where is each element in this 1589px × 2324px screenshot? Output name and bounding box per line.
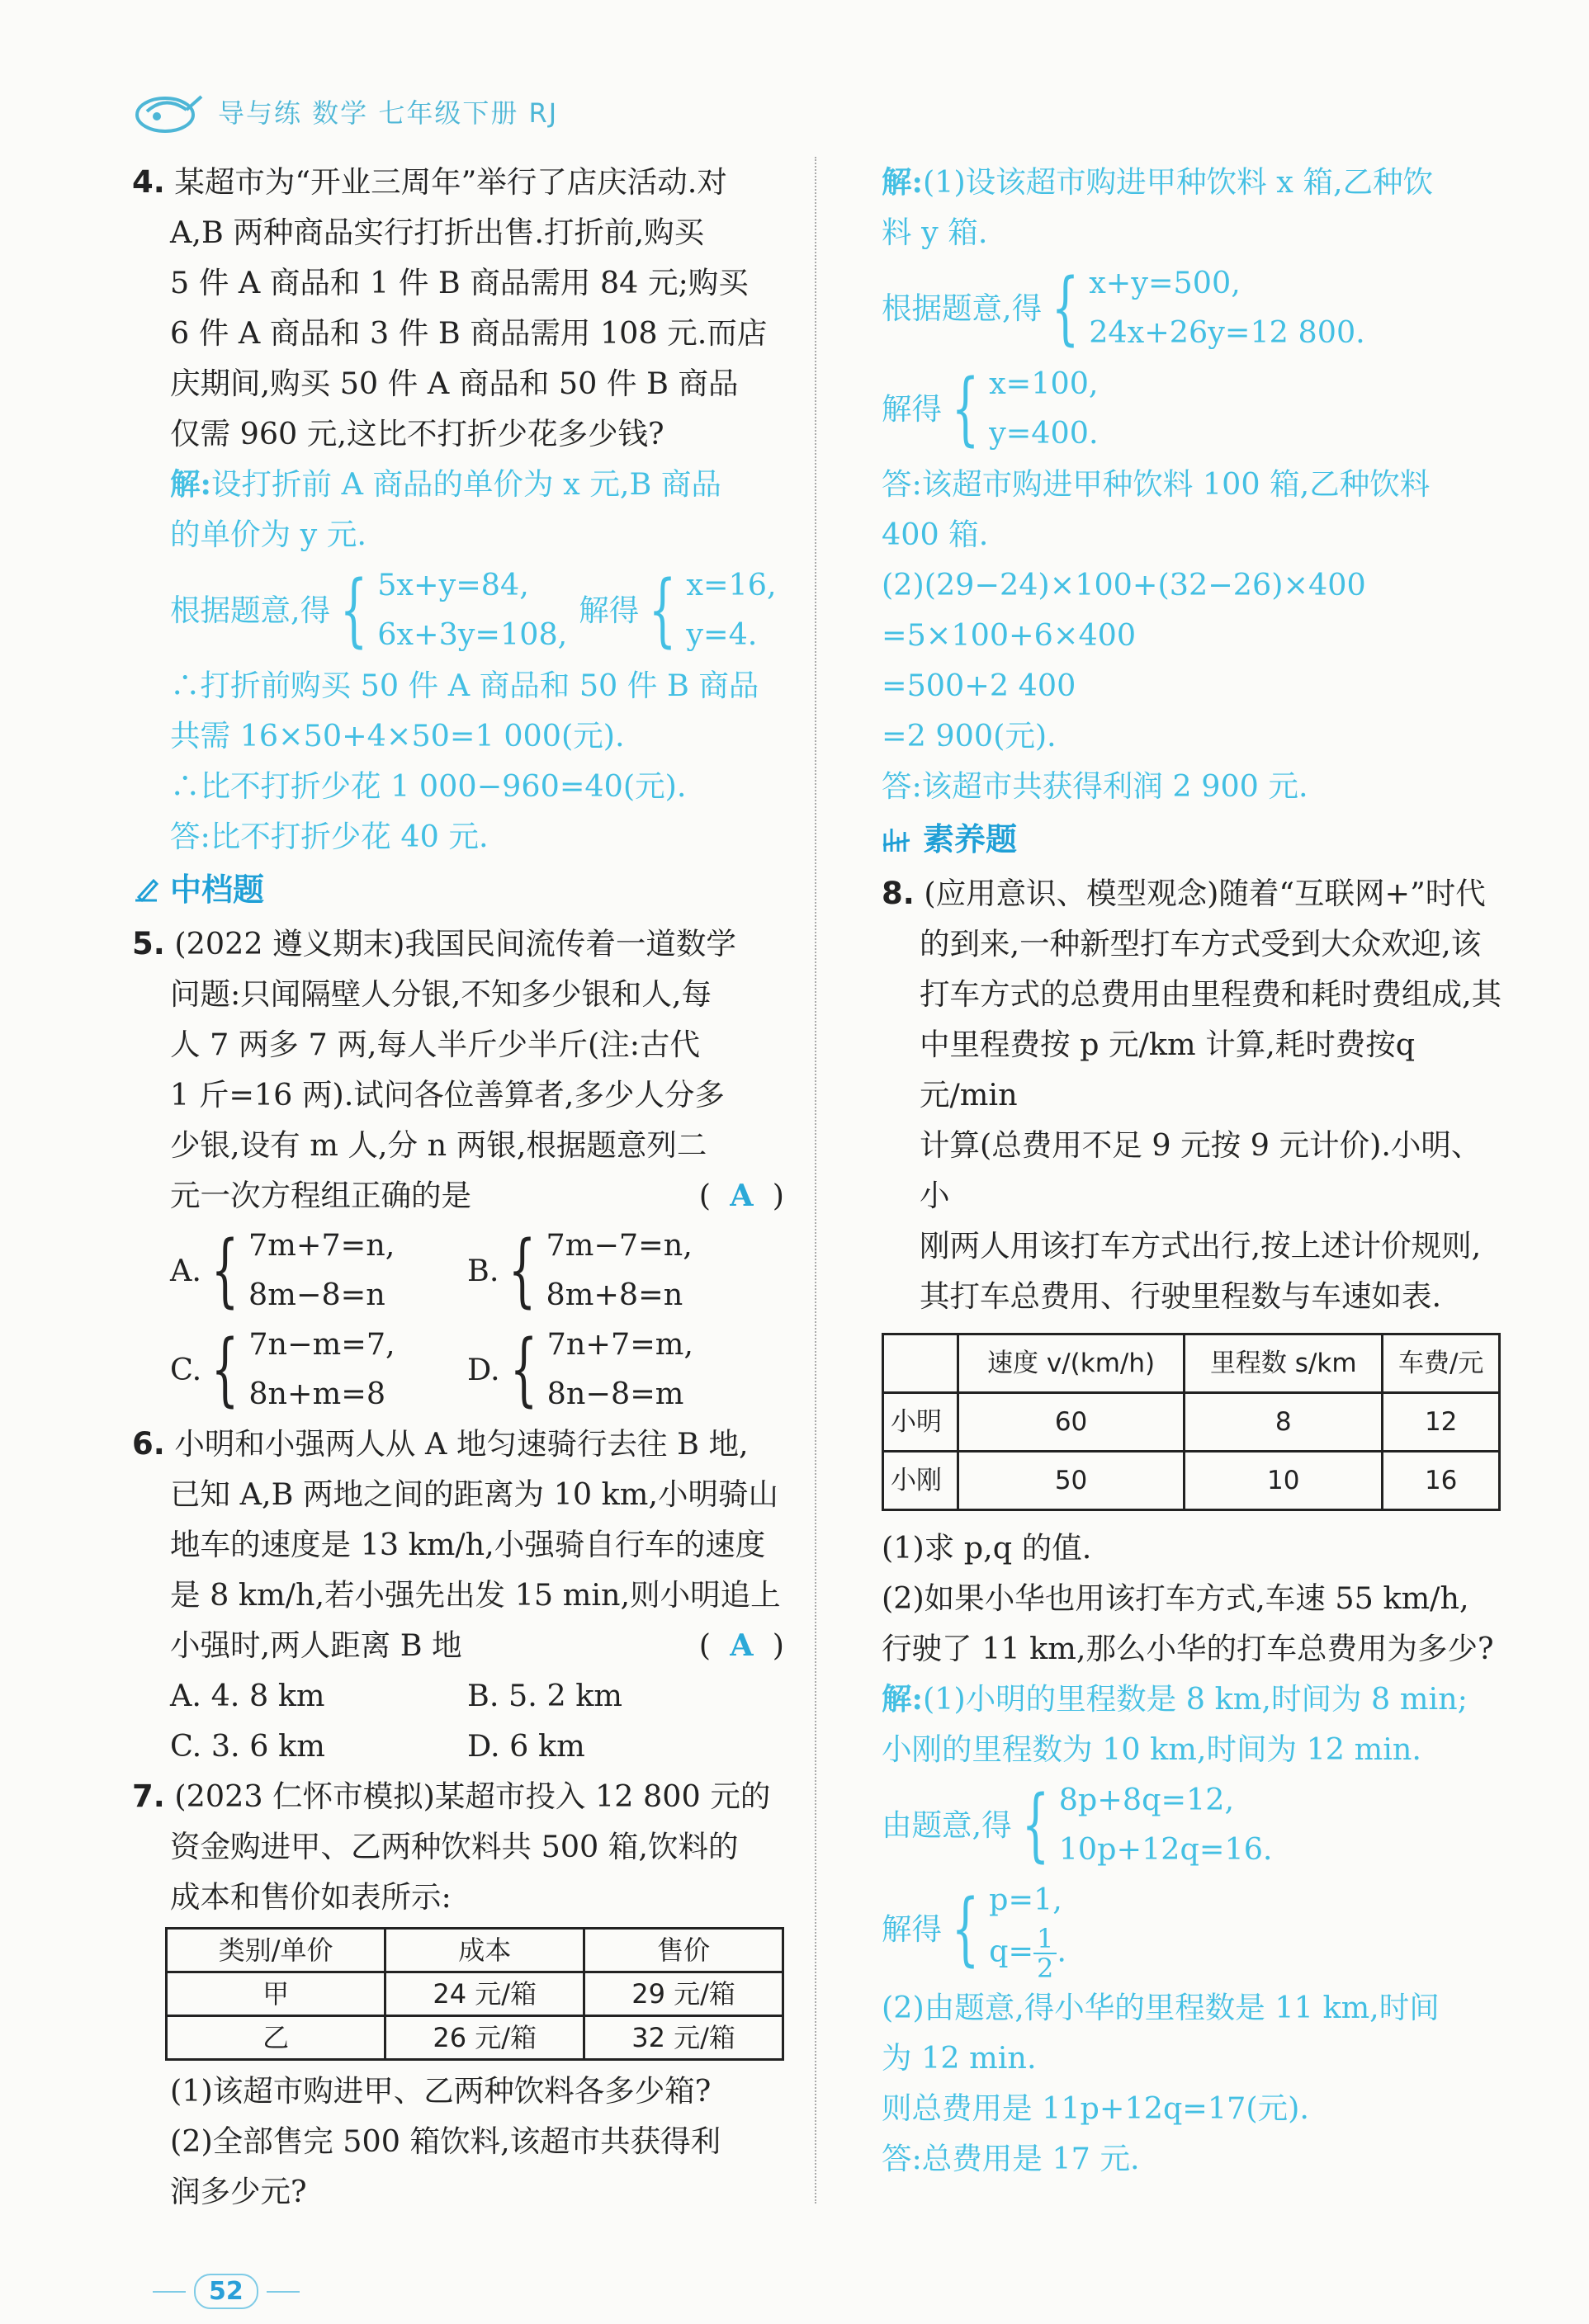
solution-text: 为 12 min.: [882, 2040, 1037, 2076]
table-cell: 小明: [883, 1393, 958, 1452]
option-b: B. { 7m−7=n, 8m+8=n: [467, 1221, 797, 1320]
table-header: 速度 v/(km/h): [958, 1334, 1185, 1393]
question-text: 资金购进甲、乙两种饮料共 500 箱,饮料的: [170, 1829, 739, 1864]
solution-8: [882, 1674, 1509, 2184]
table-header: [883, 1334, 958, 1393]
section-title: 素养题: [923, 821, 1018, 857]
solution-text: (2)(29−24)×100+(32−26)×400: [882, 567, 1366, 602]
solution-text: (1)小明的里程数是 8 km,时间为 8 min;: [922, 1681, 1468, 1717]
solution-text: =5×100+6×400: [882, 617, 1137, 653]
question-text: 已知 A,B 两地之间的距离为 10 km,小明骑山: [170, 1476, 778, 1512]
equation-part: .: [1057, 1933, 1066, 1969]
question-text: (2022 遵义期末)我国民间流传着一道数学: [174, 926, 736, 961]
answer-bracket: ( A ): [698, 1178, 784, 1213]
solution-text: =500+2 400: [882, 668, 1076, 703]
equation: 6x+3y=108,: [377, 616, 568, 652]
solution-text: 根据题意,得: [170, 592, 331, 628]
fraction: [1033, 1925, 1057, 1982]
option-label: D.: [467, 1351, 500, 1387]
question-number: 8.: [882, 876, 915, 911]
fraction-numerator: 1: [1033, 1925, 1057, 1954]
sub-question: (2)全部售完 500 箱饮料,该超市共获得利: [170, 2123, 721, 2159]
equation: 7n−m=7,: [248, 1326, 395, 1362]
right-column: [882, 157, 1509, 2184]
equation: p=1,: [989, 1882, 1062, 1917]
question-number: 5.: [132, 926, 165, 961]
question-text: 地车的速度是 13 km/h,小强骑自行车的速度: [170, 1527, 766, 1562]
equation: x=100,: [989, 366, 1099, 401]
question-text: 其打车总费用、行驶里程数与车速如表.: [920, 1278, 1442, 1314]
sub-question: (1)该超市购进甲、乙两种饮料各多少箱?: [170, 2073, 712, 2109]
option-label: C.: [170, 1351, 202, 1387]
equation: 8p+8q=12,: [1058, 1782, 1235, 1817]
table-cell: 26 元/箱: [385, 2016, 584, 2060]
solution-text: 设打折前 A 商品的单价为 x 元,B 商品: [210, 466, 721, 502]
option-d: D. 6 km: [467, 1728, 585, 1764]
question-text: 5 件 A 商品和 1 件 B 商品需用 84 元;购买: [170, 265, 749, 300]
question-4: [132, 157, 784, 862]
table-cell: 乙: [167, 2016, 385, 2060]
question-text: 刚两人用该打车方式出行,按上述计价规则,: [920, 1228, 1482, 1264]
table-header: 成本: [385, 1929, 584, 1972]
page-number: [144, 2274, 308, 2309]
solution-text: 答:该超市购进甲种饮料 100 箱,乙种饮料: [882, 466, 1431, 502]
sub-question: (2)如果小华也用该打车方式,车速 55 km/h,: [882, 1580, 1469, 1616]
option-label: B.: [467, 1252, 499, 1288]
question-6: [132, 1419, 784, 1771]
solution-text: 料 y 箱.: [882, 215, 988, 250]
question-text: 仅需 960 元,这比不打折少花多少钱?: [170, 416, 664, 451]
table-row: [167, 2016, 783, 2060]
question-number: 7.: [132, 1778, 165, 1814]
equation-system: { 8p+8q=12, 10p+12q=16.: [1012, 1775, 1273, 1874]
equation: x=16,: [686, 567, 777, 602]
left-column: [132, 157, 784, 2217]
table-cell: 29 元/箱: [584, 1972, 783, 2016]
question-text: 1 斤=16 两).试问各位善算者,多少人分多: [170, 1077, 725, 1112]
question-text: 人 7 两多 7 两,每人半斤少半斤(注:古代: [170, 1027, 700, 1062]
solution-text: 由题意,得: [882, 1807, 1012, 1843]
table-row: [883, 1452, 1500, 1510]
table-header: 售价: [584, 1929, 783, 1972]
equation: x+y=500,: [1089, 265, 1241, 300]
option-d: D. { 7n+7=m, 8n−8=m: [467, 1320, 797, 1419]
sub-question: 润多少元?: [170, 2174, 307, 2209]
beverage-table: [165, 1927, 784, 2061]
solution-4: [132, 459, 784, 862]
solution-text: 解得: [882, 390, 942, 427]
equation: 5x+y=84,: [377, 567, 529, 602]
solution-label: 解:: [170, 466, 211, 502]
bars-icon: [882, 825, 915, 855]
equation: 24x+26y=12 800.: [1089, 314, 1365, 350]
table-cell: 16: [1383, 1452, 1500, 1510]
solution-label: 解:: [882, 1681, 923, 1717]
question-text: (2023 仁怀市模拟)某超市投入 12 800 元的: [174, 1778, 771, 1814]
equation: [989, 1925, 1066, 1982]
table-cell: 60: [958, 1393, 1185, 1452]
solution-text: ∴打折前购买 50 件 A 商品和 50 件 B 商品: [170, 668, 759, 703]
book-logo-icon: [132, 87, 206, 136]
page-number-text: 52: [194, 2274, 258, 2309]
question-text: A,B 两种商品实行打折出售.打折前,购买: [170, 215, 705, 250]
solution-text: 答:比不打折少花 40 元.: [170, 819, 489, 854]
solution-text: 则总费用是 11p+12q=17(元).: [882, 2090, 1309, 2126]
pencil-icon: [132, 876, 162, 905]
question-text: (应用意识、模型观念)随着“互联网+”时代: [924, 876, 1486, 911]
section-title: 中档题: [170, 872, 265, 908]
solution-label: 解:: [882, 164, 923, 200]
question-number: 6.: [132, 1426, 165, 1462]
question-text: 6 件 A 商品和 3 件 B 商品需用 108 元.而店: [170, 315, 768, 351]
question-text: 某超市为“开业三周年”举行了店庆活动.对: [174, 164, 727, 200]
solution-text: (1)设该超市购进甲种饮料 x 箱,乙种饮: [922, 164, 1434, 200]
equation-system: { x=16, y=4.: [639, 560, 776, 659]
solution-text: 答:总费用是 17 元.: [882, 2141, 1140, 2176]
table-cell: 甲: [167, 1972, 385, 2016]
equation-system: { x+y=500, 24x+26y=12 800.: [1042, 258, 1365, 357]
equation: 8m−8=n: [248, 1277, 385, 1312]
answer-choice: A: [730, 1627, 754, 1663]
equation: y=400.: [989, 415, 1099, 451]
question-text: 元一次方程组正确的是: [170, 1178, 471, 1213]
table-cell: 24 元/箱: [385, 1972, 584, 2016]
solution-text: =2 900(元).: [882, 718, 1057, 753]
question-7: [132, 1771, 784, 2217]
equation: 8m+8=n: [546, 1277, 683, 1312]
question-number: 4.: [132, 164, 165, 200]
option-label: A.: [170, 1252, 201, 1288]
solution-text: 的单价为 y 元.: [170, 517, 367, 552]
solution-text: 答:该超市共获得利润 2 900 元.: [882, 768, 1308, 804]
option-a: A. { 7m+7=n, 8m−8=n: [170, 1221, 467, 1320]
solution-text: (2)由题意,得小华的里程数是 11 km,时间: [882, 1990, 1440, 2025]
equation: 8n−8=m: [546, 1376, 684, 1411]
equation: 7n+7=m,: [546, 1326, 693, 1362]
question-text: 成本和售价如表所示:: [170, 1879, 452, 1915]
answer-choice: A: [730, 1178, 754, 1213]
question-text: 打车方式的总费用由里程费和耗时费组成,其: [920, 976, 1502, 1012]
table-header: 里程数 s/km: [1185, 1334, 1383, 1393]
table-cell: 50: [958, 1452, 1185, 1510]
header-title: 导与练 数学 七年级下册 RJ: [218, 97, 559, 129]
question-text: 小明和小强两人从 A 地匀速骑行去往 B 地,: [174, 1426, 749, 1462]
question-text: 的到来,一种新型打车方式受到大众欢迎,该: [920, 926, 1482, 961]
equation: 7m+7=n,: [248, 1227, 395, 1263]
solution-text: 400 箱.: [882, 517, 989, 552]
column-divider: [815, 157, 816, 2204]
equation-system: { 5x+y=84, 6x+3y=108,: [330, 560, 567, 659]
question-text: 少银,设有 m 人,分 n 两银,根据题意列二: [170, 1127, 707, 1163]
table-cell: 小刚: [883, 1452, 958, 1510]
table-cell: 12: [1383, 1393, 1500, 1452]
question-text: 庆期间,购买 50 件 A 商品和 50 件 B 商品: [170, 366, 739, 401]
section-heading-mid: [132, 865, 784, 915]
table-header-row: [883, 1334, 1500, 1393]
solution-text: ∴比不打折少花 1 000−960=40(元).: [170, 768, 687, 804]
equation: 7m−7=n,: [546, 1227, 693, 1263]
solution-text: 解得: [882, 1911, 942, 1947]
page-header: [132, 83, 558, 140]
equation: 10p+12q=16.: [1058, 1831, 1273, 1867]
option-b: B. 5. 2 km: [467, 1678, 623, 1713]
options: [132, 1670, 784, 1771]
solution-text: 根据题意,得: [882, 290, 1043, 326]
table-header-row: [167, 1929, 783, 1972]
solution-text: 解得: [579, 592, 640, 628]
equation-part: q=: [989, 1933, 1034, 1969]
equation-system: { p=1, q= $\frac{1}{2}$ .: [942, 1875, 1066, 1982]
answer-bracket: ( A ): [698, 1627, 784, 1663]
equation: y=4.: [686, 616, 758, 652]
table-row: [883, 1393, 1500, 1452]
table-cell: 32 元/箱: [584, 2016, 783, 2060]
solution-7: [882, 157, 1509, 811]
question-text: 是 8 km/h,若小强先出发 15 min,则小明追上: [170, 1577, 781, 1613]
question-5: [132, 919, 784, 1419]
question-text: 计算(总费用不足 9 元按 9 元计价).小明、小: [920, 1127, 1482, 1213]
option-c: C. { 7n−m=7, 8n+m=8: [170, 1320, 467, 1419]
table-header: 类别/单价: [167, 1929, 385, 1972]
taxi-fare-table: [882, 1333, 1501, 1511]
option-a: A. 4. 8 km: [170, 1678, 325, 1713]
equation-system: { x=100, y=400.: [942, 359, 1099, 458]
equation: 8n+m=8: [248, 1376, 386, 1411]
sub-question: 行驶了 11 km,那么小华的打车总费用为多少?: [882, 1631, 1494, 1666]
fraction-denominator: 2: [1037, 1953, 1054, 1984]
sub-question: (1)求 p,q 的值.: [882, 1530, 1092, 1566]
question-text: 小强时,两人距离 B 地: [170, 1627, 462, 1663]
table-cell: 8: [1185, 1393, 1383, 1452]
option-c: C. 3. 6 km: [170, 1728, 325, 1764]
question-8: [882, 868, 1509, 2184]
table-cell: 10: [1185, 1452, 1383, 1510]
section-heading-literacy: [882, 815, 1509, 865]
question-text: 中里程费按 p 元/km 计算,耗时费按q 元/min: [920, 1027, 1416, 1112]
table-header: 车费/元: [1383, 1334, 1500, 1393]
solution-text: 共需 16×50+4×50=1 000(元).: [170, 718, 625, 753]
options: [132, 1221, 784, 1419]
question-text: 问题:只闻隔壁人分银,不知多少银和人,每: [170, 976, 712, 1012]
solution-text: 小刚的里程数为 10 km,时间为 12 min.: [882, 1731, 1422, 1767]
table-row: [167, 1972, 783, 2016]
